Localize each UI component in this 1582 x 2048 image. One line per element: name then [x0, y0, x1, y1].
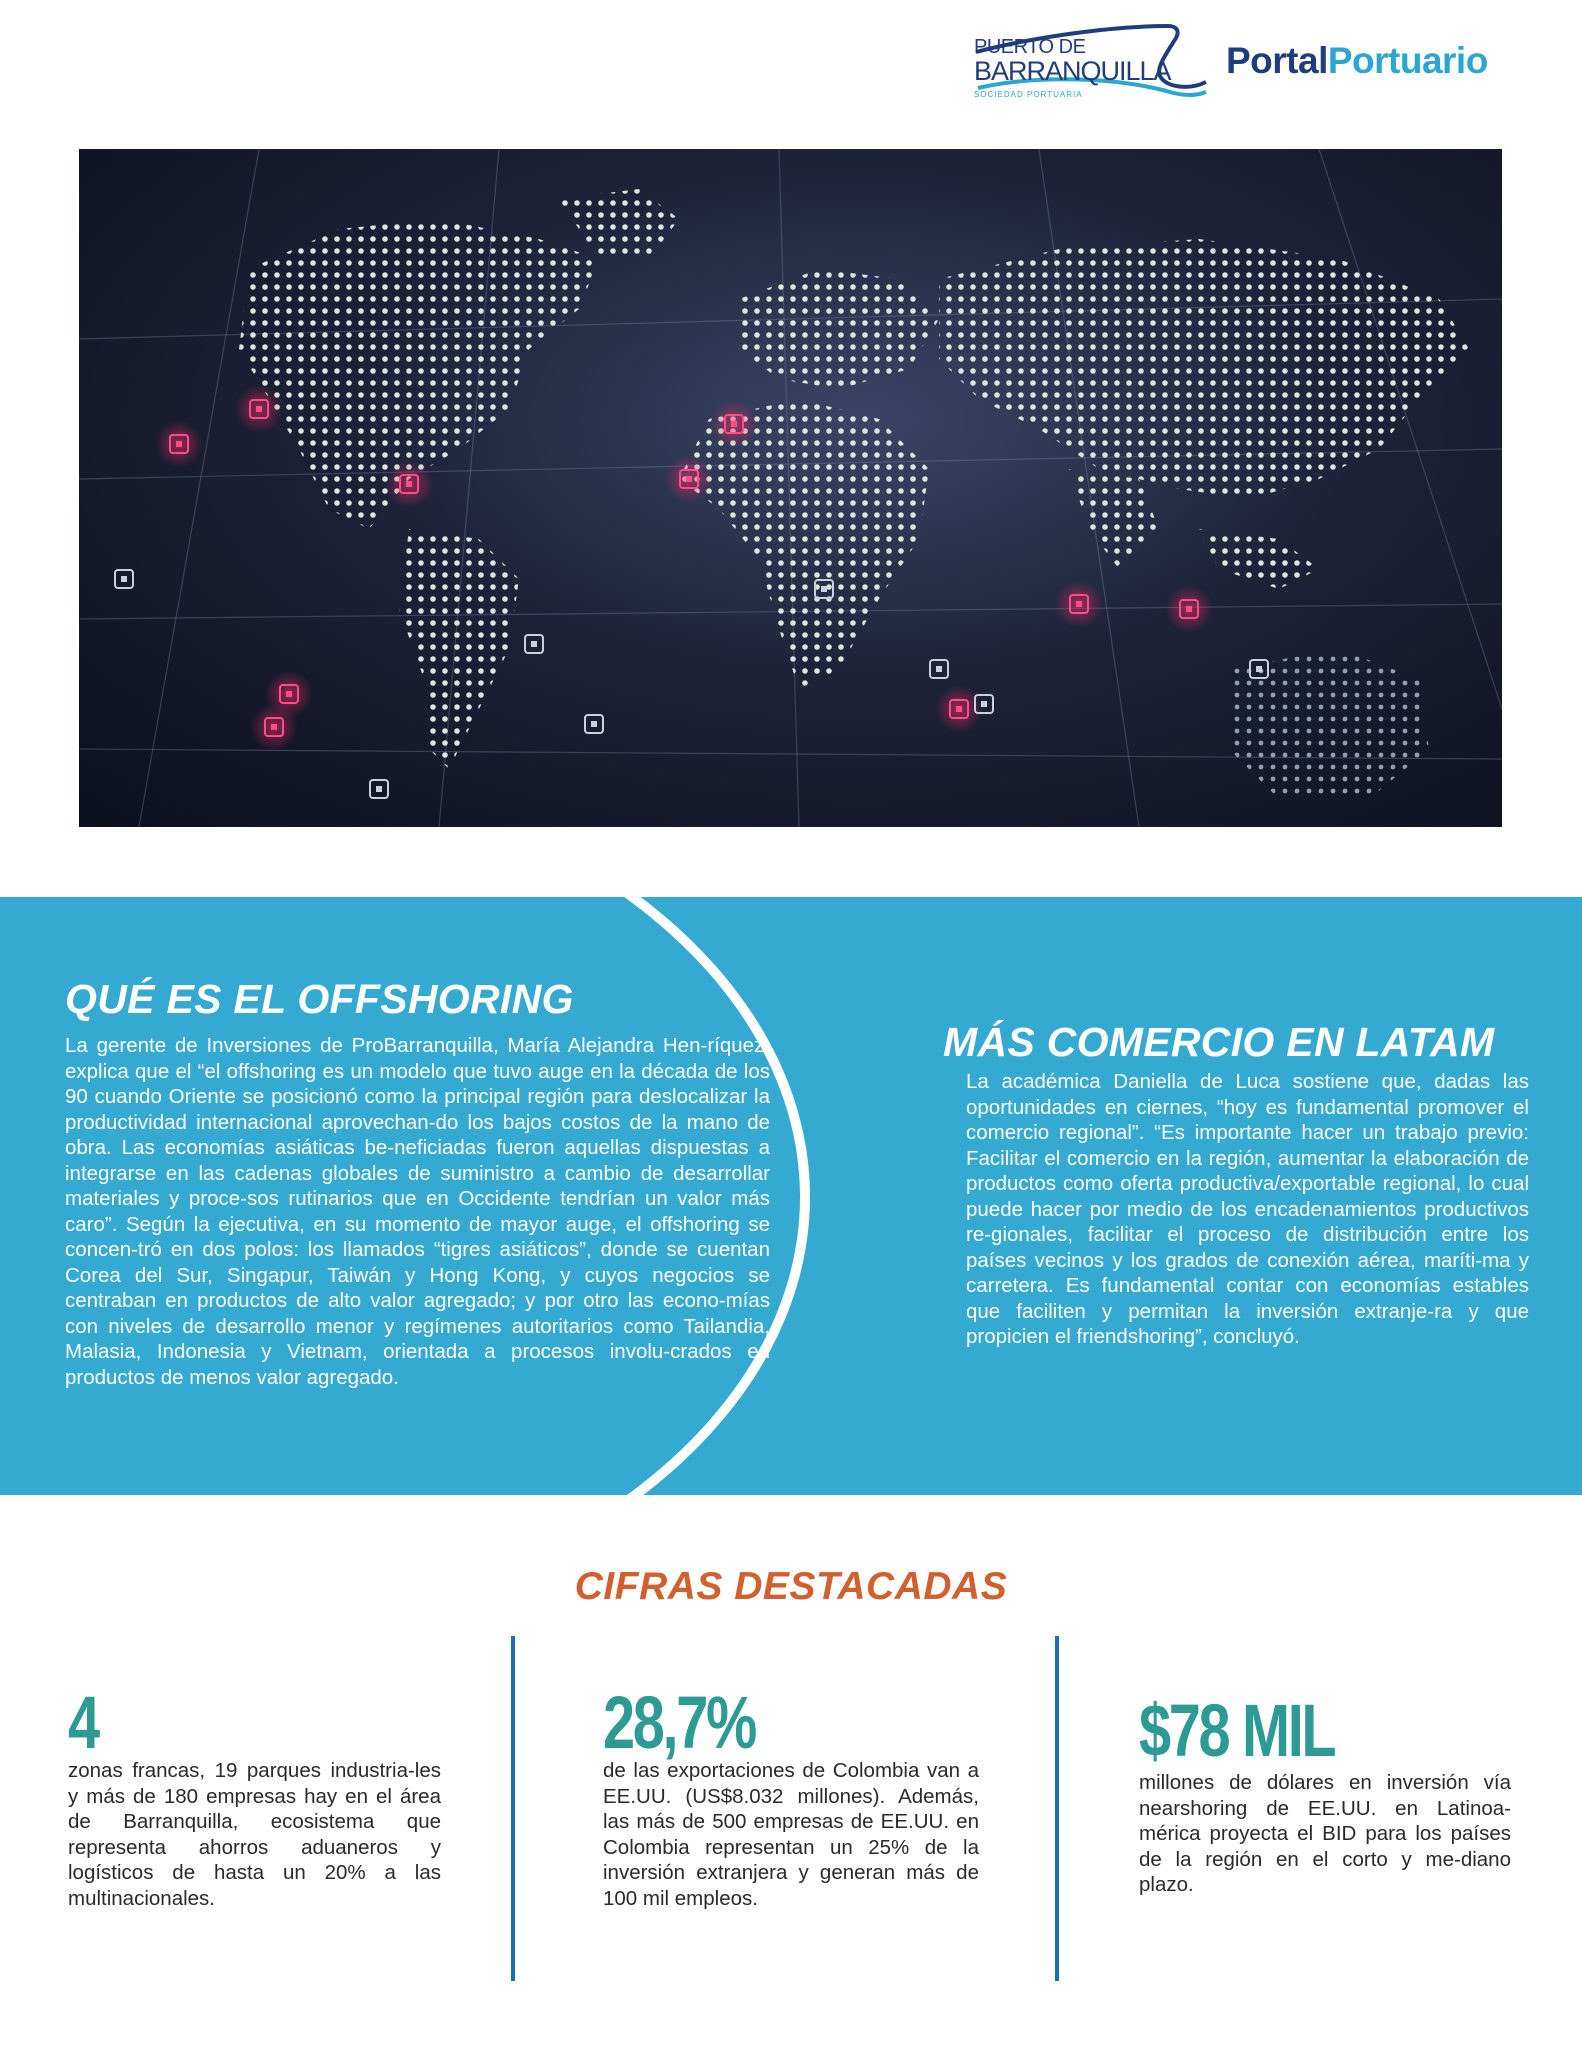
hero-world-map-image: [79, 149, 1502, 827]
map-marker-dot: [956, 706, 962, 712]
logo-portal-part2: Portuario: [1327, 40, 1488, 81]
info-band: [0, 897, 1582, 1495]
map-marker-dot: [121, 576, 127, 582]
map-marker-dot: [821, 586, 827, 592]
map-marker-dot: [406, 481, 412, 487]
logo-subtitle: SOCIEDAD PORTUARIA: [974, 90, 1083, 99]
map-marker-dot: [1256, 666, 1262, 672]
map-marker-dot: [531, 641, 537, 647]
figures-title: CIFRAS DESTACADAS: [574, 1565, 1008, 1608]
stat-value: $78 MIL: [1139, 1689, 1335, 1772]
map-marker-dot: [286, 691, 292, 697]
section-body-latam: La académica Daniella de Luca sostiene que, dadas las oportunidades en ciernes, “hoy es fundamental promover el comercio regional”. “Es importante hacer un trabajo previo: Facilitar el comercio en la región, aumentar la elaboración de productos como oferta productiva/exportable regional, lo cual puede hacer por medio de los encadenamientos productivos re-gionales, facilitar el proceso de distribución entre los países vecinos y los grados de conexión aérea, maríti-ma y carretera. Es fundamental contar con economías estables que faciliten y permitan la inversión extranje-ra y que propicien el friendshoring”, concluyó.: [966, 1070, 1529, 1348]
portal-portuario-logo: [1226, 40, 1488, 82]
stat-description: zonas francas, 19 parques industria-les y más de 180 empresas hay en el área de Barranquilla, ecosistema que representa ahorros aduaneros y logísticos de hasta un 20% a las multinacionales.: [68, 1759, 441, 1910]
section-body-offshoring: La gerente de Inversiones de ProBarranquilla, María Alejandra Hen-ríquez, explica que el “el offshoring es un modelo que tuvo auge en la década de los 90 cuando Oriente se posicionó como la principal región para deslocalizar la productividad internacional aprovechan-do los bajos costos de la mano de obra. Las economías asiáticas be-neficiadas fueron aquellas dispuestas a integrarse en las cadenas globales de suministro a cambio de desarrollar materiales y proce-sos rutinarios que en Occidente tendrían un valor más caro”. Según la ejecutiva, en su momento de mayor auge, el offshoring se concen-tró en dos polos: los llamados “tigres asiáticos”, donde se cuentan Corea del Sur, Singapur, Taiwán y Hong Kong, y cuyos negocios se centraban en productos de alto valor agregado; y por otro las econo-mías con niveles de desarrollo menor y regímenes autoritarios como Tailandia, Malasia, Indonesia y Vietnam, orientada a procesos involu-crados en productos de menos valor agregado.: [65, 1034, 770, 1389]
map-marker-dot: [176, 441, 182, 447]
map-marker-dot: [256, 406, 262, 412]
section-title-offshoring: QUÉ ES EL OFFSHORING: [65, 976, 574, 1022]
logo-line-2: BARRANQUILLA: [974, 56, 1171, 86]
section-title-latam: MÁS COMERCIO EN LATAM: [943, 1019, 1495, 1065]
map-marker-dot: [731, 421, 737, 427]
stat-value: 4: [68, 1681, 98, 1764]
figures-divider: [1055, 1636, 1059, 1981]
map-marker-dot: [981, 701, 987, 707]
map-marker-dot: [936, 666, 942, 672]
map-marker-dot: [1076, 601, 1082, 607]
stat-description: de las exportaciones de Colombia van a EE.UU. (US$8.032 millones). Además, las más de 500 empresas de EE.UU. en Colombia representan un 25% de la inversión extranjera y generan más de 100 mil empleos.: [603, 1759, 979, 1910]
logo-line-1: PUERTO DE: [974, 36, 1086, 58]
world-map-graphic: [79, 149, 1502, 827]
stat-value: 28,7%: [603, 1681, 755, 1764]
map-marker-dot: [686, 476, 692, 482]
logo-portal-part1: Portal: [1226, 40, 1328, 81]
map-marker-dot: [1186, 606, 1192, 612]
puerto-barranquilla-logo: [970, 18, 1210, 108]
map-marker-dot: [271, 724, 277, 730]
figures-divider: [511, 1636, 515, 1981]
map-marker-dot: [376, 786, 382, 792]
map-marker-dot: [591, 721, 597, 727]
stat-description: millones de dólares en inversión vía nearshoring de EE.UU. en Latinoa-mérica proyecta el BID para los países de la región en el corto y me-diano plazo.: [1139, 1771, 1511, 1896]
